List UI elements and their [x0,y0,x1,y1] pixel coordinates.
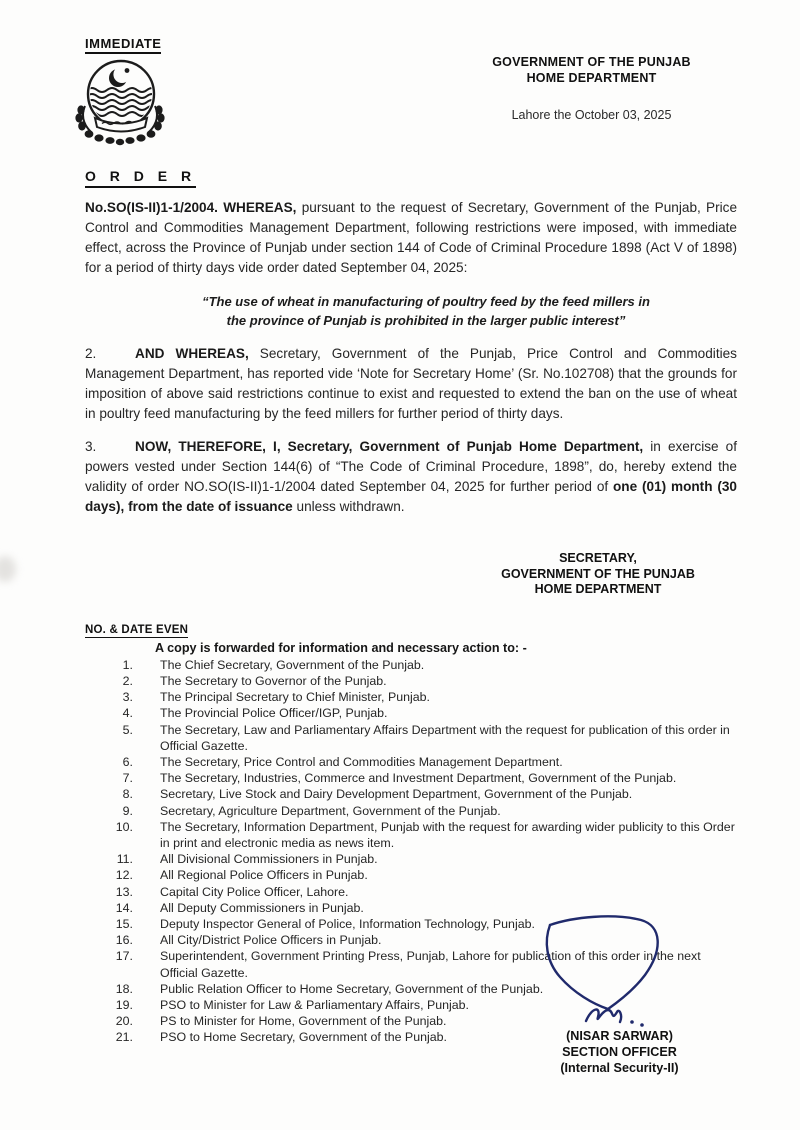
list-item: 2. The Secretary to Governor of the Punjab. [122,673,387,688]
no-and-date-heading: NO. & DATE EVEN [85,623,189,636]
paragraph-2-number: 2. [85,345,97,361]
signatory-unit: (Internal Security-II) [560,1061,679,1075]
list-item: 14. All Deputy Commissioners in Punjab. [115,900,364,915]
list-item: 6. The Secretary, Price Control and Commodities Management Department. [122,754,563,769]
list-item: 17. Superintendent, Government Printing Press, Punjab, Lahore for publication of this order in the next Official Gazette. [115,949,701,980]
signatory-name: (NISAR SARWAR) [566,1029,673,1043]
paragraph-whereas [85,198,737,278]
copy-forwarded-line: A copy is forwarded for information and necessary action to: - [155,640,527,655]
paragraph-now-therefore [85,437,737,517]
paragraph-3-number: 3. [85,439,97,455]
signatory-block [497,1028,742,1076]
paragraph-and-whereas [85,344,737,424]
order-number-bold: No.SO(IS-II)1-1/2004. WHEREAS, [85,200,297,215]
list-item: 15. Deputy Inspector General of Police, Information Technology, Punjab. [115,916,535,931]
quote-line2: the province of Punjab is prohibited in the larger public interest” [226,312,626,328]
list-item: 12. All Regional Police Officers in Punjab. [115,868,368,883]
list-item: 21. PSO to Home Secretary, Government of the Punjab. [115,1030,447,1045]
list-item: 7. The Secretary, Industries, Commerce and Investment Department, Government of the Punjab. [122,771,677,786]
department-name-line1: GOVERNMENT OF THE PUNJAB [492,55,691,69]
scan-smudge [0,556,16,582]
list-item: 9. Secretary, Agriculture Department, Government of the Punjab. [122,803,501,818]
punjab-crest-logo [69,56,171,152]
place-date-line: Lahore the October 03, 2025 [511,108,672,122]
secretary-signature-block [463,551,733,598]
now-therefore-bold: NOW, THEREFORE, I, Secretary, Government of Punjab Home Department, [135,439,644,455]
paragraph-whereas-text: pursuant to the request of Secretary, Government of the Punjab, Price Control and Commodities Management Department, following restrictions were imposed, with immediate effect, across the Province of Punjab under section 144 of Code of Criminal Procedure 1898 (Act V of 1898) for a period of thirty days vide order dated September 04, 2025: [85,200,738,275]
list-item: 18. Public Relation Officer to Home Secretary, Government of the Punjab. [115,981,544,996]
extension-period-bold: one (01) month (30 days), from the date of issuance [85,479,737,515]
paragraph-3-text1: in exercise of powers vested under Section 144(6) of “The Code of Criminal Procedure, 1898”, do, hereby extend the validity of order NO.SO(IS-II)1-1/2004 dated September 04, 2025 for further period of [85,439,737,495]
list-item: 4. The Provincial Police Officer/IGP, Punjab. [122,706,388,721]
list-item: 20. PS to Minister for Home, Government of the Punjab. [115,1014,447,1029]
document-header [85,54,737,166]
signatory-title: SECTION OFFICER [562,1045,677,1059]
department-name-line2: HOME DEPARTMENT [526,71,657,85]
list-item: 13. Capital City Police Officer, Lahore. [115,884,349,899]
quote-line1: “The use of wheat in manufacturing of poultry feed by the feed millers in [202,293,650,309]
order-title: O R D E R [85,168,196,188]
list-item: 8. Secretary, Live Stock and Dairy Development Department, Government of the Punjab. [122,787,633,802]
and-whereas-bold: AND WHEREAS, [135,345,249,361]
list-item: 11. All Divisional Commissioners in Punjab. [116,852,378,867]
list-item: 10. The Secretary, Information Department, Punjab with the request for awarding wider publicity to this Order in print and electronic media as news item. [115,819,735,850]
secretary-dept-line: HOME DEPARTMENT [534,582,662,597]
list-item: 3. The Principal Secretary to Chief Minister, Punjab. [122,690,430,705]
paragraph-2-text: Secretary, Government of the Punjab, Price Control and Commodities Management Department, has reported vide ‘Note for Secretary Home’ (Sr. No.102708) that the grounds for imposition of above said restrictions continue to exist and requested to extend the ban on the use of wheat in poultry feed manufacturing by the feed millers for further period of thirty days. [85,345,737,421]
handwritten-signature [538,903,713,1038]
list-item: 5. The Secretary, Law and Parliamentary Affairs Department with the request for publication of this order in Official Gazette. [122,722,730,753]
list-item: 16. All City/District Police Officers in Punjab. [115,933,382,948]
restriction-quote [85,292,737,330]
secretary-govt-line: GOVERNMENT OF THE PUNJAB [501,566,695,581]
secretary-title: SECRETARY, [559,551,637,566]
immediate-label: IMMEDIATE [85,36,161,54]
list-item: 19. PSO to Minister for Law & Parliamentary Affairs, Punjab. [115,997,469,1012]
list-item: 1. The Chief Secretary, Government of the Punjab. [122,657,425,672]
paragraph-3-text2: unless withdrawn. [292,499,405,515]
